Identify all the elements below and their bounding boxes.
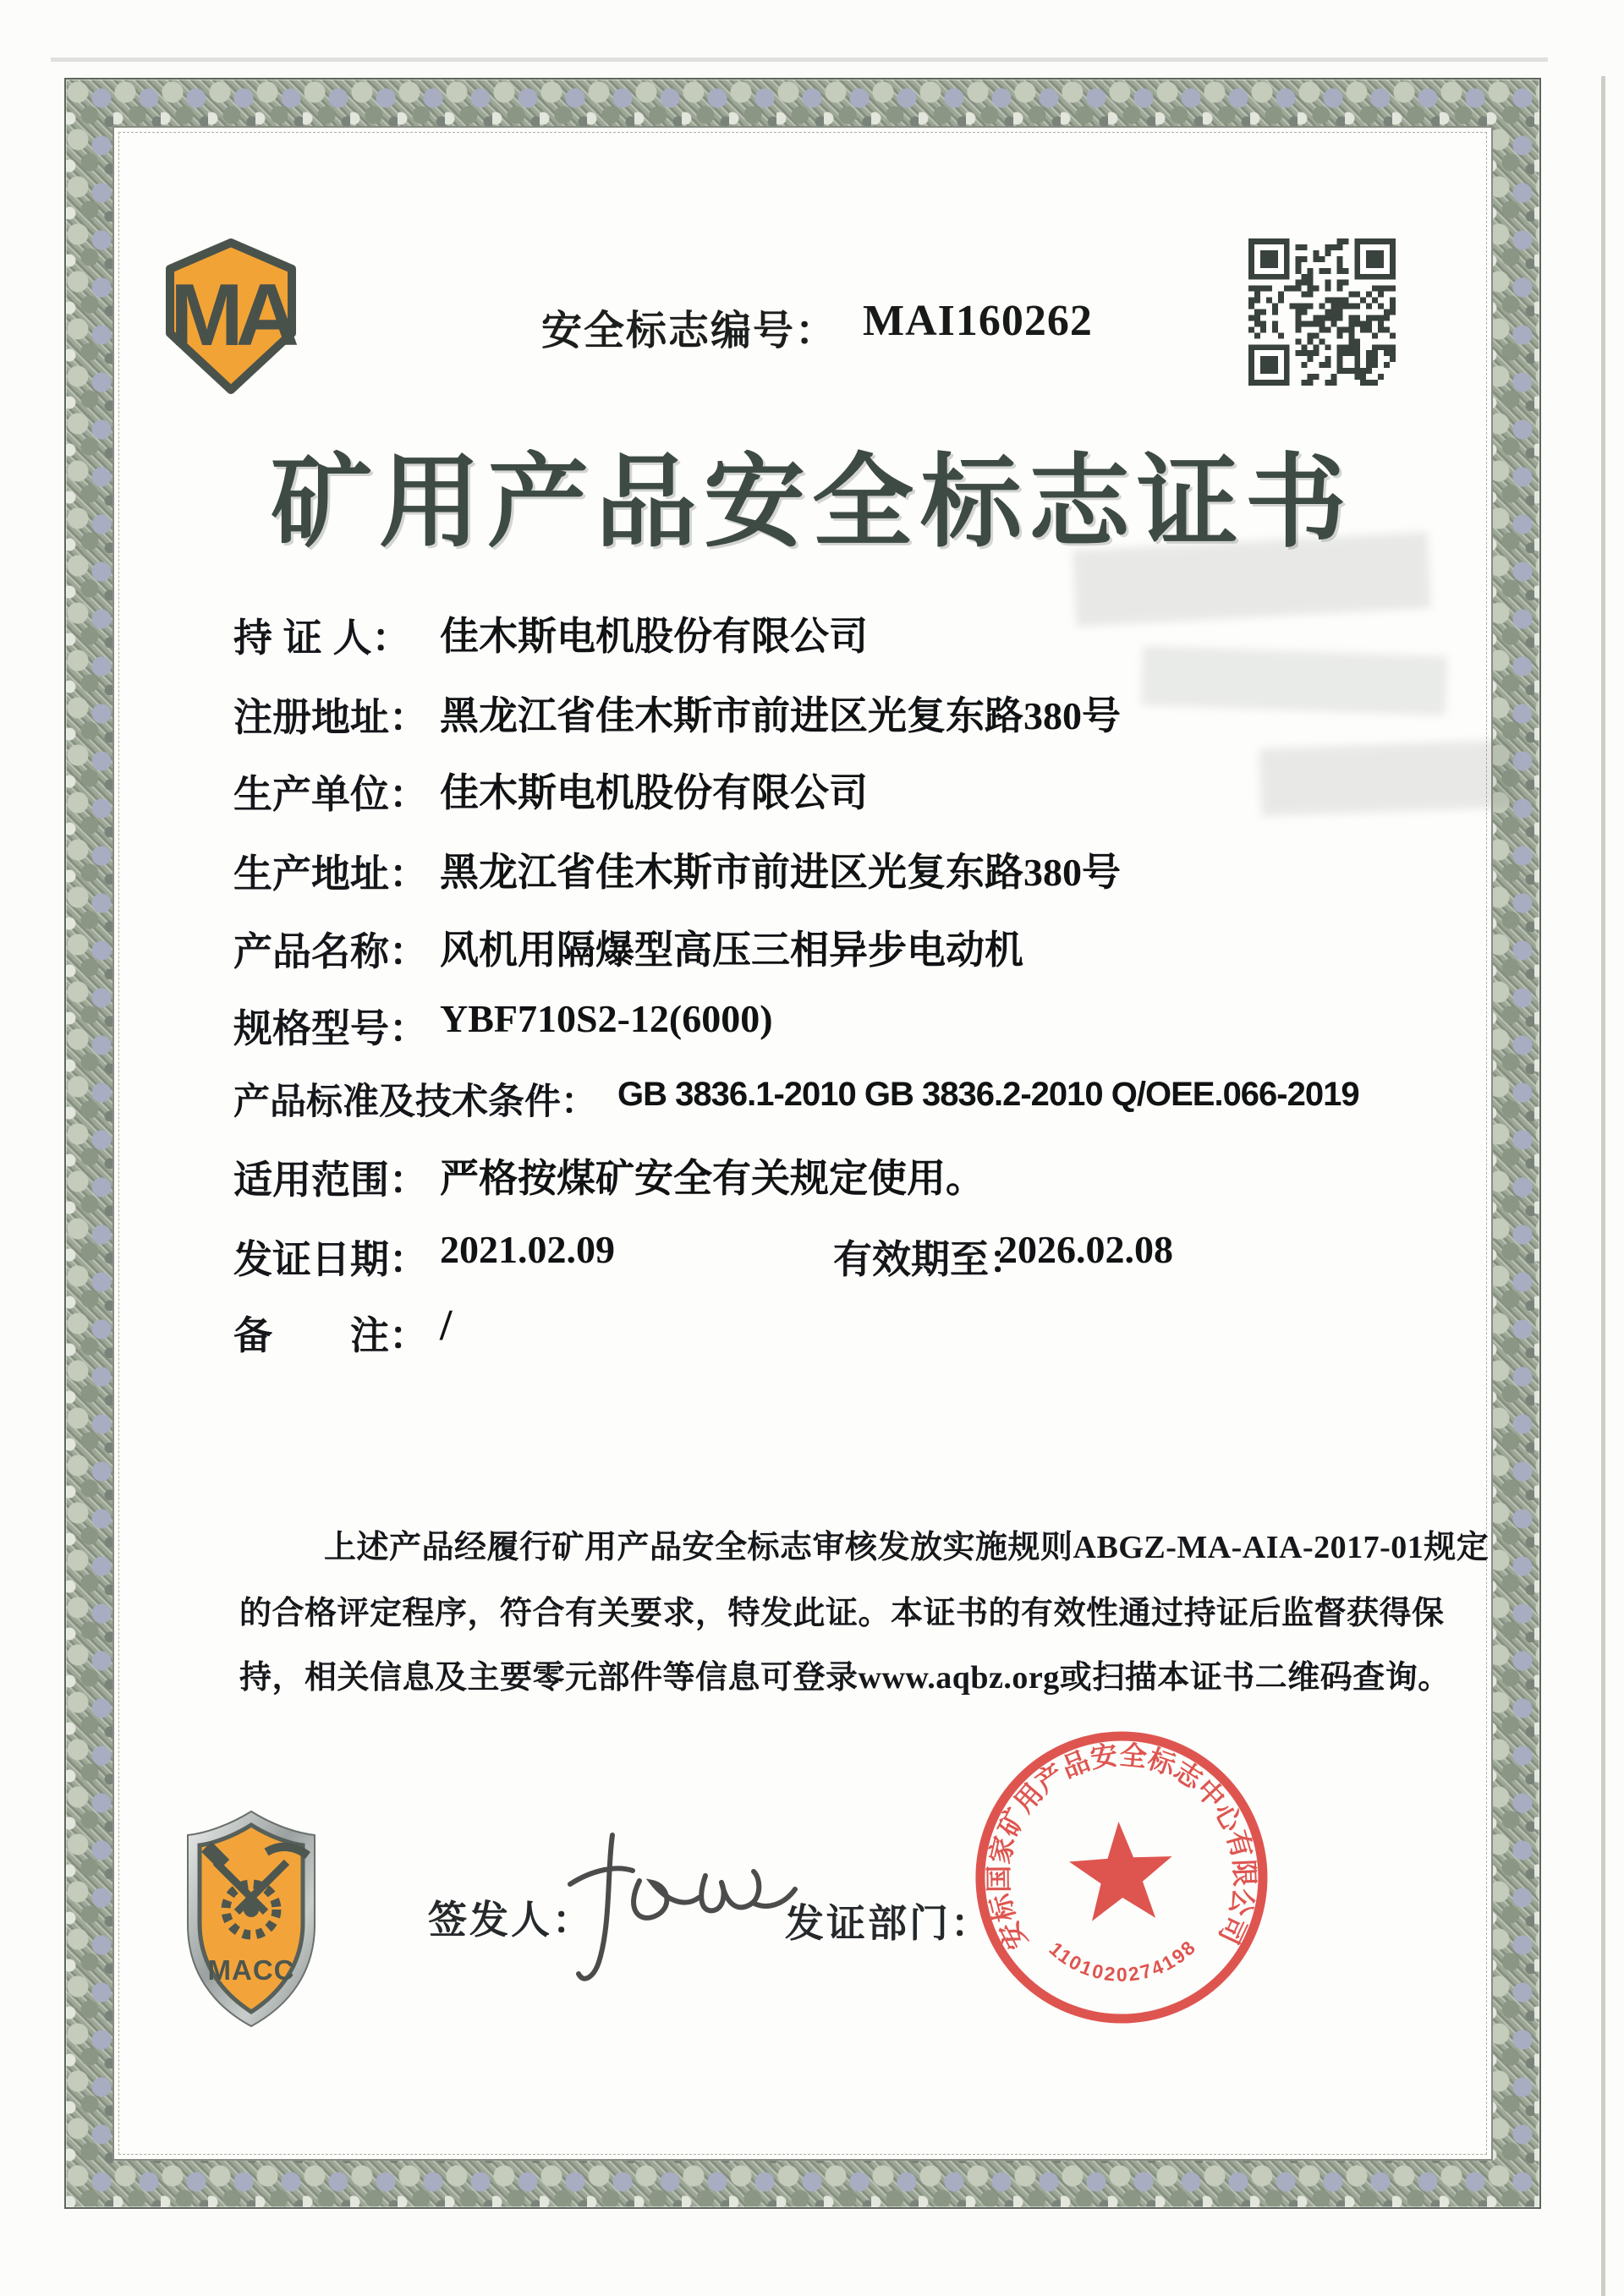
red-official-stamp	[952, 1708, 1292, 2047]
statement-line: 上述产品经履行矿用产品安全标志审核发放实施规则ABGZ-MA-AIA-2017-01规定	[324, 1530, 1490, 1565]
ma-logo-text: MA	[170, 266, 292, 364]
macc-shield-logo-icon	[181, 1806, 321, 2031]
field-value: 佳木斯电机股份有限公司	[440, 771, 868, 814]
certificate-title: 矿用产品安全标志证书	[271, 447, 1353, 559]
field-value: 严格按煤矿安全有关规定使用。	[440, 1157, 985, 1200]
expiry-date-value: 2026.02.08	[998, 1228, 1173, 1271]
stamp-serial-number: 1101020274198	[1045, 1935, 1201, 1986]
field-label: 生产单位：	[233, 772, 428, 816]
field-label: 持 证 人：	[233, 616, 411, 660]
field-value: YBF710S2-12(6000)	[440, 997, 773, 1040]
signature-zhu-fengshan	[531, 1825, 810, 2007]
field-value: 黑龙江省佳木斯市前进区光复东路380号	[440, 851, 1121, 894]
safety-number-value: MAI160262	[863, 297, 1093, 345]
expiry-date-label: 有效期至：	[833, 1237, 1028, 1281]
field-value: GB 3836.1-2010 GB 3836.2-2010 Q/OEE.066-2019	[617, 1076, 1359, 1113]
field-value: 黑龙江省佳木斯市前进区光复东路380号	[440, 694, 1121, 737]
field-label: 注册地址：	[233, 695, 428, 739]
field-label: 适用范围：	[233, 1158, 428, 1202]
issue-date-value: 2021.02.09	[440, 1228, 615, 1271]
issuer-label: 发证部门：	[785, 1901, 992, 1945]
safety-number-label: 安全标志编号：	[541, 309, 838, 353]
stamp-ring-text: 安标国家矿用产品安全标志中心有限公司	[983, 1739, 1260, 1955]
field-label: 产品标准及技术条件：	[233, 1082, 597, 1122]
qr-code	[1248, 238, 1396, 386]
signer-label: 签发人：	[428, 1898, 594, 1942]
statement-line: 的合格评定程序，符合有关要求，特发此证。本证书的有效性通过持证后监督获得保	[239, 1596, 1445, 1631]
statement-line: 持，相关信息及主要零元部件等信息可登录www.aqbz.org或扫描本证书二维码查询。	[239, 1660, 1451, 1696]
macc-logo-text: MACC	[207, 1954, 295, 1986]
stamp-star	[1067, 1819, 1176, 1922]
remark-label: 备 注：	[233, 1313, 428, 1357]
field-label: 生产地址：	[233, 852, 428, 896]
field-label: 产品名称：	[233, 929, 428, 973]
ma-coal-safety-logo-icon	[164, 238, 298, 394]
svg-text:1101020274198	[1045, 1931, 1203, 1990]
remark-value: /	[440, 1301, 453, 1350]
field-value: 风机用隔爆型高压三相异步电动机	[440, 929, 1023, 972]
issue-date-label: 发证日期：	[233, 1237, 428, 1281]
field-value: 佳木斯电机股份有限公司	[440, 615, 868, 658]
field-label: 规格型号：	[233, 1006, 428, 1050]
